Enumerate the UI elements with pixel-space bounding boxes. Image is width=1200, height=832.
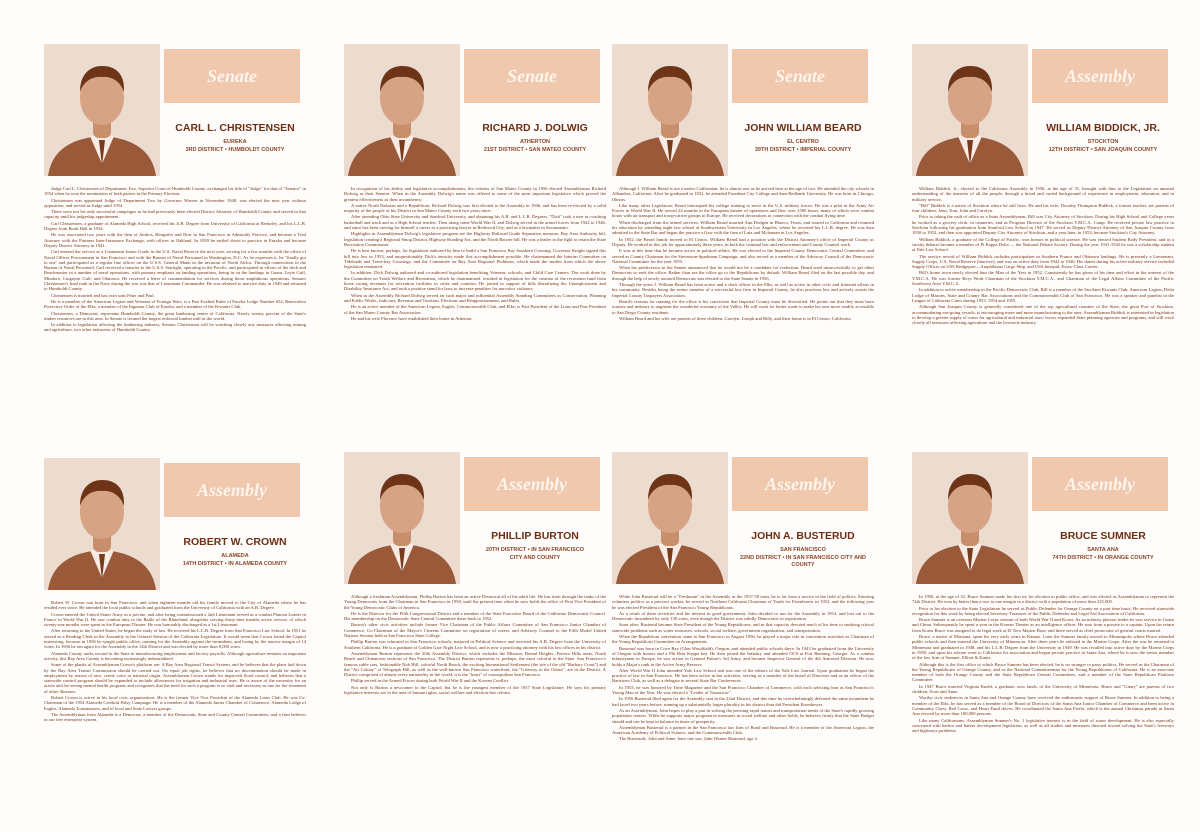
bio-paragraph: Carl Christensen, a graduate of Alameda High School, received his A.B. Degree from University of California at Berkeley, and his L.L.B. Degree from Boalt Hall in 1934. xyxy=(44,220,306,232)
bio-paragraph: He was associated two years with the firm of Andros, Hengstler and Dorr in San Francisco in Admiralty Practice, and became a Trial Attorney with the Partners Inter-Insurance Exchange, with offices in Oakland. In 1939 he settled down to practice in Eureka and became Deputy District Attorney in 1941. xyxy=(44,232,306,248)
legislator-city: ATHERTON xyxy=(519,139,551,145)
bio-paragraph: When in the Assembly Richard Dolwig served on such major and influential Assembly Standing Committees as Conservation, Planning and Public Works, Judiciary, Revenue and Taxation, Elections and Reapportionment, and Rules. xyxy=(344,292,606,303)
bio-paragraph: In 1956, at the age of 32, Bruce Sumner made his first try for election to public office, and was elected as Assemblyman to represent the 74th District. He won by better than a two to one margin in a district with a population of more than 225,000. xyxy=(912,594,1174,605)
bio-paragraph: He is the Director for the Fifth Congressional District and a member of the State Executive Board of the California Democratic Council. His membership on the Democratic State Central Committee dates back to 1952. xyxy=(344,610,606,622)
bio-paragraph: In 1952, the Beard family moved to El Centro. William Beard had a position with the District Attorney's office of Imperial County as Deputy. He worked in this job for approximately three years, in both the criminal law and enforcement and County Counsel work. xyxy=(612,236,874,247)
biography xyxy=(344,186,606,344)
bio-paragraph: As an Assemblyman, John hopes to play a part in solving the pressing rapid transit and transportation needs of the State's rapidly growing population centers. While he supports major progressive measures in social welfare and other fields, he believes firmly that the State Budget should and can be kept in balance in times of prosperity. xyxy=(612,707,874,724)
bio-paragraph: Phillip served in the Armed Forces during both World War II and the Korean Conflict. xyxy=(351,678,510,684)
legislator-city: EL CENTRO xyxy=(787,139,819,145)
bio-paragraph: While John Busterud will be a "Freshman" in the Assembly in the 1957-58 term, he is far from a novice in the field of politics. Entering volunteer politics as a precinct worker, he served as Northern California Chairman of Youth for Eisenhower in 1952, and the following year he was elected President of the San Francisco Young Republicans. xyxy=(612,594,874,610)
bio-paragraph: Not only is Burton a newcomer to the Capitol, but he is the youngest member of the 1957 State Legislature. He says his primary legislative interests are in the area of human rights, social welfare and election-law reform. xyxy=(344,684,606,696)
legislator-district: 74TH DISTRICT • IN ORANGE COUNTY xyxy=(1052,554,1154,561)
bio-paragraph: Assemblyman Burton represents the 20th Assembly District, which includes the Mission, Bernal Heights, Potrero Hills areas, North Beach and Chinatown sections of San Francisco. The District Burton represents is, perhaps, the most colorful in the State. San Francisco's famous cable cars, fashionable Nob Hill, colorful North Beach, the exciting International Settlement (the site of the old "Barbary Coast") and the "Art Colony" of Telegraph Hill, as well as the well-known San Francisco waterfront, the "Gateway to the Orient", are in the District. A District comprised of almost every nationality in the world; it is the "heart" of cosmopolitan San Francisco. xyxy=(344,650,606,678)
portrait-silhouette xyxy=(44,44,160,176)
legislator-district: 3RD DISTRICT • HUMBOLDT COUNTY xyxy=(185,146,285,153)
bio-paragraph: In 1956 Busterud filed again for the Assembly seat in the 22nd District, and this time he overwhelmingly defeated the same incumbent he had faced two years before, running up a substantially larger plurality in his district than did President Eisenhower. xyxy=(612,696,874,707)
bio-paragraph: In 1953, he was honored by Time Magazine and the San Francisco Chamber of Commerce, with each selecting him as San Francisco's Young Man of the Year. He was elected a "Leader of Tomorrow". xyxy=(612,684,874,696)
bio-paragraph: He is best known, perhaps, for legislation authored by him to build a San Francisco Bay Southern Crossing. Governor Knight signed this bill into law in 1953, and unquestionably Dick's tenacity made this accomplishment possible. He chairmanned the Interim Committee on Tidelands and Trans-bay Crossings, and the Committee on Bay Area Regional Problems, which made the studies from which the above legislation emanated. xyxy=(344,248,606,270)
chamber-label-box xyxy=(1032,49,1168,103)
legislator-district: 39TH DISTRICT • IMPERIAL COUNTY xyxy=(754,146,852,153)
legislator-city: STOCKTON xyxy=(1087,139,1119,145)
bio-paragraph: When his predecessor in the Senate announced that he would not be a candidate for reelection, Beard tried unsuccessfully to get other Democrats to seek the office. Rather than see the office go to the Republicans by default, William Beard filed on the last possible day, and through the help of newly aroused Democrats was elected to the State Senate in 1956. xyxy=(612,265,874,281)
bio-paragraph: In addition to active membership in the Pacific Democratic Club, Bill is a member of the Stockton Kiwanis Club, American Legion, Delta Lodge of Masons, State and County Bar Associations and the Commonwealth Club of San Francisco. He was a speaker and panelist in the League of California Cities during 1953, 1954 and 1955. xyxy=(912,287,1174,303)
chamber-label: Assembly xyxy=(1065,473,1135,494)
name-block xyxy=(732,530,874,570)
chamber-label: Senate xyxy=(774,65,825,86)
portrait-silhouette xyxy=(612,452,728,584)
portrait-silhouette xyxy=(912,44,1028,176)
legislator-name: RICHARD J. DOLWIG xyxy=(482,122,588,134)
chamber-label-box xyxy=(164,49,300,103)
chamber-label-box xyxy=(1032,457,1168,511)
chamber-label-box xyxy=(464,49,600,103)
name-block xyxy=(464,122,606,154)
bio-paragraph: Robert W. Crown was born in San Francisco, and when eighteen months old his family moved to the City of Alameda where he has resided ever since. He attended the local public schools and graduated from the University of California with an A.B. Degree. xyxy=(44,600,306,611)
bio-paragraph: Like many Californians, Assemblyman Sumner's No. 1 legislative interest is in the field of water development. He is also especially concerned with harbor and harbor development legislation, as well as all studies and measures directed toward solving the State's freeways and highways problems. xyxy=(912,717,1174,734)
bio-paragraph: Christensen, a Democrat, represents Humboldt County, the great lumbering center of California. Nearly twenty percent of the State's timber resources are in this area. In Senate is located the largest redwood lumber mill in the world. xyxy=(44,310,306,321)
bio-paragraph: Burton's other civic activities include former Vice Chairman of the Public Affairs Committee of San Francisco Junior Chamber of Commerce, Co-Chairman of the Mayor's Citizens Committee on registration of voters, and Advisory Counsel to the Fifth Model United Nations Session held at San Francisco State College. xyxy=(344,622,606,639)
bio-paragraph: Soon after, Busterud became State President of the Young Republicans, and in that capacity devoted much of his time to studying critical statewide problems such as water resources, schools, social welfare, government organization, and transportation. xyxy=(612,622,874,633)
legislator-name: ROBERT W. CROWN xyxy=(183,536,287,548)
bio-paragraph: In 1947 Bruce married Virginia Kuehl, a graduate, now lands, of the University of Minnesota. Bruce and "Ginny" are parents of two children, Scott and Anne. xyxy=(912,683,1174,695)
biography xyxy=(612,186,874,344)
bio-paragraph: He is a member of the American Legion and Veterans of Foreign Wars, is a Past Exalted Ruler of Eureka Lodge Number 652, Benevolent Protective Order of the Elks, a member of the Ingomar Club of Eureka, and a member of the Kiwanis Club. xyxy=(44,298,306,310)
bio-paragraph: It was at this time that he became active in political affairs. He was elected to the Imperial County Democratic Central Committee, and served as County Chairman for the Stevenson-Sparkman Campaign, and also served as a member of the Advisory Council of the Democratic National Committee for the year 1955. xyxy=(612,248,874,264)
bio-paragraph: Prior to his election to the State Legislature he served as Public Defender for Orange County on a part time basis. He received statewide recognition for this work by being elected Secretary-Treasurer of the Public Defender and Legal Aid Association of California. xyxy=(912,605,1174,616)
bio-paragraph: Highlights in Assemblyman Dolwig's legislative program are the Highway Railroad Grade Separation measure, Bay Area Authority bill, legislation creating a Regional Smog District, Highway Bonding Act, and the North Barrier bill. He was a leader in the fight to retain the State Recreation Commission. xyxy=(344,231,606,247)
bio-paragraph: Crown entered the United States Army as a private, and after being commissioned a 2nd Lieutenant served as a combat Platoon Leader in France in World War II. He saw combat duty in the Battle of the Rhineland, altogether serving thirty-nine months active service, of which twenty-one months were spent in the European Theater. He was honorably discharged as a 1st Lieutenant. xyxy=(44,611,306,628)
chamber-label: Senate xyxy=(506,65,557,86)
portrait-photo xyxy=(44,44,160,176)
legislator-city: ALAMEDA xyxy=(221,553,249,559)
biography xyxy=(912,594,1174,752)
portrait-silhouette xyxy=(912,452,1028,584)
bio-paragraph: William Biddick, a graduate of the College of Pacific, won honors in political science. He was elected Student Body President, and as a varsity debater became a member of Pi Kappa Delta — the National Debate Society. During the year 1941-1942 he was a scholarship student at Yale Law School. xyxy=(912,236,1174,253)
portrait-photo xyxy=(44,458,160,590)
legislator-name: CARL L. CHRISTENSEN xyxy=(175,122,295,134)
chamber-label-box xyxy=(164,463,300,517)
bio-paragraph: Alameda County ranks second in the State in manufacturing employment and factory payrolls. Although agriculture remains an important activity, this Bay Area County is becoming increasingly industrialized. xyxy=(44,650,306,661)
legislator-name: PHILLIP BURTON xyxy=(491,530,579,542)
bio-paragraph: As a result of these activities and his interest in good government, John decided to run for the Assembly in 1954, and lost out to the Democratic incumbent by only 130 votes, even though the District was solidly Democratic in registration. xyxy=(612,610,874,622)
bio-paragraph: There were not his only successful campaigns as he had previously been elected District Attorney of Humboldt County and served in that capacity until his judgeship appointment. xyxy=(44,209,306,220)
bio-paragraph: Judge Carl L. Christensen of Department Two, Superior Court of Humboldt County, exchanged his title of "Judge" for that of "Senator" in 1954 when he won the nomination of both parties in the Primary Election. xyxy=(44,186,306,197)
portrait-photo xyxy=(344,452,460,584)
name-block xyxy=(164,122,306,154)
bio-paragraph: Like many other Legislators, Beard interrupted his college training to serve in the U.S. military forces. He was a pilot in the Army Air Forces in World War II. He served 24 months in the European theater of operations and flew over 1500 hours, many of which were combat hours with air transport and troop-carrier groups in Europe. He received decorations in connection with the combat flying time. xyxy=(612,202,874,219)
legislator-name: WILLIAM BIDDICK, JR. xyxy=(1046,122,1160,134)
bio-paragraph: Christensen is married and has twin sons Peter and Paul. xyxy=(51,292,155,298)
bio-paragraph: Prior to taking the oath of office as a State Assemblyman, Bill was City Attorney of Stockton. During his High School and College years he worked as a grocery clerk, in canneries, and as Program Director of the Stockton Y.M.C.A. Camp. He received private law practice in Stockton following his graduation from Stanford Law School in 1947. He served as Deputy District Attorney of San Joaquin County from 1950 to 1952, and then was appointed Deputy City Attorney of Stockton, and a year later, in 1953, became Stockton's City Attorney. xyxy=(912,214,1174,236)
bio-paragraph: He and his wife Florence have established their home in Atherton. xyxy=(351,315,473,321)
bio-paragraph: Through the years J. William Beard has been active and a chair officer in the Elks, as well as active in other civic and fraternal affairs in his community. Besides being the senior member of a successful law firm in Imperial County, he also practices law and actively assists the Imperial County Taxpayers Association. xyxy=(612,282,874,298)
bio-paragraph: Bruce Sumner is an overseas Marine Corps veteran of both World War II and Korea. As an infantry platoon leader he saw service in Guam and China. Subsequently he spent a year in the Korean Theater as an intelligence officer. He rose from a private to a captain. Upon his return from Korea Bruce was assigned to do legal work at El Toro Marine Base, and there served as chief prosecutor of general courts martial. xyxy=(912,617,1174,633)
portrait-photo xyxy=(912,44,1028,176)
name-block xyxy=(464,530,606,562)
portrait-silhouette xyxy=(344,44,460,176)
bio-paragraph: Busterud was born in Cove Bay (Glen Woodfield), Oregon, and attended public schools there. In 1943 he graduated from the University of Oregon with honors and a Phi Beta Kappa key. He then joined the Infantry and attended OCS at Fort Benning, Georgia. As a combat infantryman in Europe, he saw action in General Patton's 3rd Army, and became Inspector General of the 4th Armored Division. He now holds a Major's rank in the Active Army Reserve. xyxy=(612,645,874,667)
legislator-city: SANTA ANA xyxy=(1087,547,1119,553)
legislator-city: 20TH DISTRICT • IN SAN FRANCISCO xyxy=(485,547,585,553)
bio-paragraph: Robert Crown is active in his local civic organizations. He is the former Vice Vice President of the Alameda Lions Club. He was Co-Chairman of the 1954 Alameda Cerebral Palsy Campaign. He is a member of the Alameda Junior Chamber of Commerce, Alameda Lodge of Eagles, Alameda Toastmasters, and of local and State Lawyer groups. xyxy=(44,695,306,711)
bio-paragraph: Assemblyman Busterud is a partner in the San Francisco law firm of Bond and Busterud. He is a member of the American Legion, the American Academy of Political Science, and the Commonwealth Club. xyxy=(612,724,874,736)
chamber-label: Assembly xyxy=(765,473,835,494)
bio-paragraph: "Bill" Biddick is a native of Stockton where he still lives. He and his wife, Dorothy Thompson Biddick, a former teacher, are parents of four children: Jenn, Tom, John and Carolyn. xyxy=(912,202,1174,214)
bio-paragraph: Worthy civic endeavors in Santa Ana and Orange County have received the enthusiastic support of Bruce Sumner. In addition to being a member of the Elks, he has served as a member of the Board of Directors of the Santa Ana Junior Chamber of Commerce and been active in Community Chest, Red Cross, and Heart Fund drives. He coordinated the Santa Ana Freiht, which is the annual Christmas parade in Santa Ana viewed by more than 100,000 persons. xyxy=(912,695,1174,717)
legislator-name: BRUCE SUMNER xyxy=(1060,530,1146,542)
name-block xyxy=(1032,122,1174,154)
bio-paragraph: When the Republican convention came to San Francisco in August 1956, he played a major role in convention activities as Chairman of the Young Republican Committee on Arrangements. xyxy=(612,634,874,645)
bio-paragraph: After returning to the United States, he began the study of law. He received his L.L.B. Degree from San Francisco Law School. In 1951 he served as a Reading Clerk in the Assembly in the General Session of the California Legislature. It would seem that Crown found the Capitol interesting, because in 1956 he sought public office, running for the Assembly against the incumbent, and losing by the narrow margin of 14 votes. In 1956 he ran again for the Assembly in the 14th District and was elected by more than 8,000 votes. xyxy=(44,628,306,650)
biography xyxy=(612,594,874,752)
bio-paragraph: Although a freshman Assemblyman, Phillip Burton has been an active Democrat all of his adult life. He has risen through the ranks of the Young Democrats from the Chairman in San Francisco in 1950, until the present time when he now holds the office of First Vice President of the Young Democratic Clubs of America. xyxy=(344,594,606,610)
legislator-city: SAN FRANCISCO xyxy=(780,547,826,553)
chamber-label-box xyxy=(732,49,868,103)
bio-paragraph: Although San Joaquin County is generally considered one of the top agricultural counties of the State, the great Port of Stockton, accommodating sea-going vessels, is encouraging more and more manufacturing to the area. Assemblyman Biddick is interested in legislation to develop a greater supply of water for agricultural and industrial uses; favors expanded State planning agencies and programs, and will work closely all measures affecting agriculture and the livestock industry. xyxy=(912,304,1174,326)
bio-paragraph: The Busteruds, John and Anne, have one son, John Warner Busterud, age 2. xyxy=(619,736,758,742)
portrait-silhouette xyxy=(44,458,160,590)
bio-paragraph: Carl entered the service as a Lieutenant Junior Grade in the U.S. Naval Reserve the next year, serving for a few months with the office of Naval Officer Procurement in San Francisco and with the Bureau of Naval Personnel in Washington, D.C. As he expresses it, he "finally got to sea" and participated as a regular line officer on the U.S.S. General Mann in the invasion of North Africa. Through connections in the Bureau of Naval Personnel, Carl received a transfer to the U.S.S. Starlight, operating in the Pacific, and participated in efforts of the deck and Beachmaster in a number of naval operations, with primary emphasis on landing operations, being in on the landings in Guam, Leyte Gulf, Mindoro, Lingayen Gulf, and Okinawa. He received a letter of commendation for services during those amphibious operations. Senator Christensen's final rank in the Navy during the war was that of Lieutenant Commander. He was released to inactive duty in 1949 and returned to Humboldt County. xyxy=(44,249,306,292)
name-block xyxy=(164,536,306,568)
bio-paragraph: After attending Ohio State University and Stanford University, and obtaining his A.B. and L.L.B. Degrees, "Dick" took a turn in coaching basketball and track and as a High School teacher. Then along came World War II, and Dolwig served in the armed forces from 1942 to 1946, and since has been carving for himself a career as a practicing lawyer in Redwood City, and as a lawmaker in Sacramento. xyxy=(344,214,606,231)
bio-paragraph: The service record of William Biddick includes participation in Southern France and Okinawa landings. He is presently a Lieutenant, Supply Corps, U.S. Naval Reserve (inactive), and was on active duty from 1942 to 1946. His duties during his active military service included Supply Officer on USS Bridgeport—Amphibious Cargo Ship, and USS Intrepid, Essex-Class Carrier. xyxy=(912,253,1174,270)
legislator-name: JOHN A. BUSTERUD xyxy=(751,530,855,542)
legislator-district: 22ND DISTRICT • IN SAN FRANCISCO CITY AND COUNTY xyxy=(740,554,866,568)
bio-paragraph: Bruce, a native of Montana, spent his very early years in Kansas. Later the Sumner family moved to Minneapolis where Bruce attended public schools and then entered the University of Minnesota. After three years he enlisted in the Marine Corps. After the war he returned to Minnesota and graduated in 1948, and his L.L.B. Degree from the University in 1949. He was recalled into active duty by the Marine Corps in 1950, and upon his release went to California for association and began private practice in Santa Ana, where he is now the senior member of the law firm of Sumner, Elliott & Kuntz. xyxy=(912,634,1174,661)
portrait-silhouette xyxy=(612,44,728,176)
chamber-label-box xyxy=(464,457,600,511)
legislator-city: EUREKA xyxy=(223,139,247,145)
portrait-photo xyxy=(612,452,728,584)
bio-paragraph: He is an active member of the American Legion, Eagles, Commonwealth Club, and Elks; is Past President of the Lions and Past President of the San Mateo County Bar Association. xyxy=(344,304,606,315)
biography xyxy=(44,600,306,758)
bio-paragraph: Some of the planks of Assemblyman Crown's platform are: A Bay Area Regional Transit System, and he believes that the plans laid down by the Bay Area Transit Commission should be carried out. On equal job rights, he believes that no discrimination should be made in employment by reason of race, creed, color or national origin. Assemblyman Crown stands for improved flood control, and believes that a statewide control program should be expanded to include allowances for irrigation and industrial uses. He is aware of the necessity for an active and far-seeing mental health program, and recognizes that the need for such a program is so vital and necessary as one for the treatment of other illnesses. xyxy=(44,662,306,694)
legislator-name: JOHN WILLIAM BEARD xyxy=(744,122,862,134)
legislator-district: 12TH DISTRICT • SAN JOAQUIN COUNTY xyxy=(1048,146,1158,153)
portrait-photo xyxy=(912,452,1028,584)
portrait-silhouette xyxy=(344,452,460,584)
legislator-district: 21ST DISTRICT • SAN MATEO COUNTY xyxy=(483,146,587,153)
bio-paragraph: The Assemblyman from Alameda is a Democrat, a member of the Democratic State and County Central Committees, and a firm believer in our free enterprise system. xyxy=(44,711,306,723)
chamber-label: Senate xyxy=(206,65,257,86)
chamber-label: Assembly xyxy=(497,473,567,494)
bio-paragraph: William Biddick, Jr., elected to the California Assembly in 1956, at the age of 31, brought with him to the Legislature an unusual understanding of the interests of all the people, through a broad and varied background of experience in employment, education, and in military service. xyxy=(912,186,1174,202)
bio-paragraph: In addition, Dick Dolwig authored and co-authored legislation benefiting Veterans, schools, and Child Care Centers. The work done by the Committee on Youth Welfare and Recreation, which he chairmanned, resulted in legislation for the creation of the recreation fund from horse racing revenues for recreation facilities in cities and counties. He joined in support of bills liberalizing the Unemployment and Disability Insurance Act, and took a positive stand for laws to increase penalties for narcotics violators. xyxy=(344,270,606,292)
bio-paragraph: Beard's reasons for running for the office is his conviction that Imperial County must be diversified. He points out that they must have tourists and industry to augment the wonderful economy of the Valley. He will work for better roads to make his area more readily accessible to San Diego County residents. xyxy=(612,298,874,315)
legislator-district: 14TH DISTRICT • IN ALAMEDA COUNTY xyxy=(182,560,288,567)
name-block xyxy=(732,122,874,154)
bio-paragraph: Bill's home town newly elected him the Man of the Year in 1952. Consistently he has given of his time and effort in the interest of the Y.M.C.A. He was former Boys Work Chairman of the Stockton Y.M.C.A., and Chairman of the Legal Affairs Committee of the Pacific Southwest Area Y.M.C.A. xyxy=(912,270,1174,287)
bio-paragraph: Christensen was appointed Judge of Department Two by Governor Warren in November 1948, was elected the next year without opposition, and served as Judge until 1954. xyxy=(44,197,306,208)
chamber-label: Assembly xyxy=(1065,65,1135,86)
chamber-label: Assembly xyxy=(197,479,267,500)
bio-paragraph: A native North Dakotan and a Republican, Richard Dolwig was first elected to the Assembly in 1946, and has been re-elected by a solid majority of the people of his District in San Mateo County each two years since. xyxy=(344,202,606,214)
bio-paragraph: When discharged from the armed services, William Beard married Ann Dodgen in Blanco, Texas, and started to California and resumed his education by attending night law school at Southwestern University in Los Angeles, where he received his L.L.B. degree. He was then admitted to the State Bar and began the practice of law with the firm of Lutz and Mclennan in Los Angeles. xyxy=(612,219,874,236)
chamber-label-box xyxy=(732,457,868,511)
biography xyxy=(344,594,606,752)
name-block xyxy=(1032,530,1174,562)
bio-paragraph: In addition to legislation affecting the lumbering industry, Senator Christensen will be watching closely any measures affecting mining and agriculture, two other industries of Humboldt County. xyxy=(44,322,306,333)
bio-paragraph: Phillip Burton was educated in San Francisco schools, majored in Political Science and received his A.B. Degree from the University of Southern California. He is a graduate of Golden Gate Night Law School, and is now a practicing attorney with his law offices in his district. xyxy=(344,639,606,650)
biography xyxy=(912,186,1174,344)
bio-paragraph: After World War II John attended Yale Law School and was one of the editors of the Yale Law Journal. Upon graduation he began the practice of law in San Francisco. He has been active in bar activities, serving as a member of the board of Directors and as an officer of the Barristers Club, as well as a delegate to several State Bar Conferences. xyxy=(612,667,874,684)
portrait-photo xyxy=(344,44,460,176)
bio-paragraph: In recognition of his ability and legislative accomplishments, the citizens of San Mateo County in 1956 elected Assemblyman Richard Dolwig as their Senator. When in the Assembly Dolwig's name was offered to some of the most important legislative which proved the greatest effectiveness as their incumbency. xyxy=(344,186,606,202)
bio-paragraph: Although J. William Beard is not a native Californian, he is almost one as he arrived here at the age of two. He attended the city schools in Alhambra, California. After he graduated in 1932, he attended Pasadena City College and then Redlands University. He was born in Chicago, Illinois. xyxy=(612,186,874,202)
legislator-district: CITY AND COUNTY xyxy=(509,554,561,561)
biography xyxy=(44,186,306,344)
portrait-photo xyxy=(612,44,728,176)
bio-paragraph: William Beard and his wife are parents of three children, Carolyn, Joseph and Billy, and their home is in El Centro, California. xyxy=(619,315,852,321)
bio-paragraph: Although this is the first office to which Bruce Sumner has been elected, he is no stranger to party politics. He served as the Chairman of the Young Republicans of Orange County, and as the National Committeeman for the Young Republicans of California. He is an associate member of both the Orange County and the State Republican Central Committees, and a member of the State Republican Platform Committee. xyxy=(912,661,1174,683)
